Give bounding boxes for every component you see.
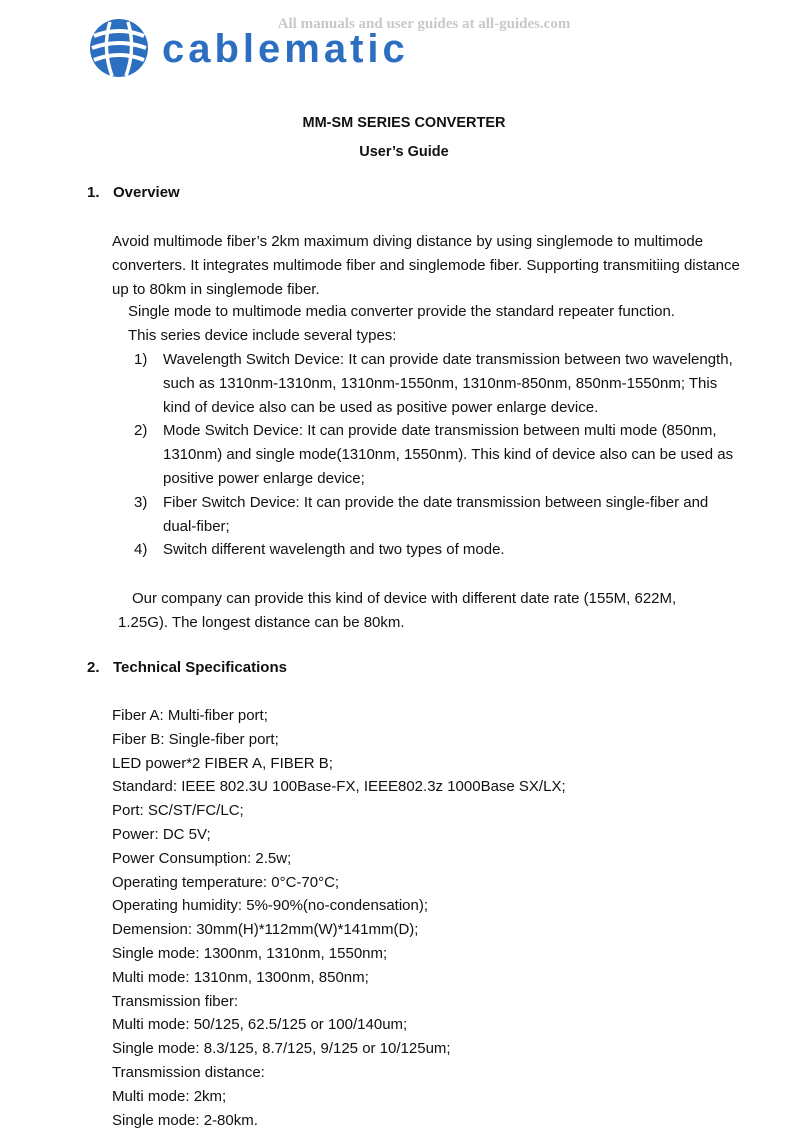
list-marker: 2) <box>134 422 148 440</box>
watermark-text: All manuals and user guides at all-guides.com <box>277 16 571 32</box>
spec-line: Demension: 30mm(H)*112mm(W)*141mm(D); <box>112 921 419 939</box>
spec-line: Standard: IEEE 802.3U 100Base-FX, IEEE802.3z 1000Base SX/LX; <box>112 778 566 796</box>
list-marker: 3) <box>134 493 148 511</box>
spec-line: Power: DC 5V; <box>112 825 211 843</box>
spec-line: Transmission distance: <box>112 1063 265 1081</box>
list-item-text: Switch different wavelength and two types of mode. <box>163 541 505 559</box>
overview-paragraph <box>112 230 742 301</box>
list-item <box>112 491 742 539</box>
list-item <box>112 348 742 419</box>
svg-text:cablematic: cablematic <box>162 27 409 71</box>
section-number: 1. <box>87 184 100 201</box>
spec-line: Single mode: 2-80km. <box>112 1111 258 1129</box>
specifications-list <box>112 704 742 1132</box>
document-title: MM-SM SERIES CONVERTER <box>302 115 506 131</box>
spec-line: Power Consumption: 2.5w; <box>112 849 292 867</box>
section-heading-overview <box>87 183 180 203</box>
spec-line: Multi mode: 50/125, 62.5/125 or 100/140um; <box>112 1016 408 1034</box>
spec-line: Fiber B: Single-fiber port; <box>112 730 279 748</box>
globe-icon <box>90 19 148 77</box>
list-marker: 1) <box>134 351 148 368</box>
device-types-list <box>112 348 742 562</box>
list-item-text: Wavelength Switch Device: It can provide date transmission between two wavelength, such as 1310nm-1310nm, 1310nm-1550nm, 1310nm-850nm, 850nm-1550nm; This kind of device also can be used as positive power enlarge device. <box>163 351 733 416</box>
section-title: Technical Specifications <box>113 659 287 676</box>
section-title: Overview <box>113 184 180 201</box>
section-number: 2. <box>87 659 100 676</box>
overview-rates-text: Our company can provide this kind of device with different date rate (155M, 622M, 1.25G). The longest distance can be 80km. <box>118 590 677 631</box>
spec-line: Operating temperature: 0°C-70°C; <box>112 873 340 891</box>
title-block <box>0 113 808 162</box>
overview-types-intro: This series device include several types: <box>128 326 397 344</box>
spec-line: Single mode: 8.3/125, 8.7/125, 9/125 or 10/125um; <box>112 1040 451 1058</box>
overview-rates-paragraph <box>118 587 718 635</box>
section-heading-specifications <box>87 658 287 678</box>
list-item-text: Fiber Switch Device: It can provide the date transmission between single-fiber and dual-fiber; <box>163 493 709 535</box>
spec-line: Multi mode: 1310nm, 1300nm, 850nm; <box>112 968 369 986</box>
list-marker: 4) <box>134 541 148 559</box>
spec-line: Transmission fiber: <box>112 992 239 1010</box>
spec-line: Single mode: 1300nm, 1310nm, 1550nm; <box>112 944 388 962</box>
list-item-text: Mode Switch Device: It can provide date transmission between multi mode (850nm, 1310nm) and single mode(1310nm, 1550nm). This kind of device also can be used as positive power enlarge device; <box>163 422 734 487</box>
document-subtitle: User’s Guide <box>359 144 449 160</box>
spec-line: Operating humidity: 5%-90%(no-condensation); <box>112 897 429 915</box>
list-item <box>112 538 742 562</box>
overview-intro: Avoid multimode fiber’s 2km maximum diving distance by using singlemode to multimode converters. It integrates multimode fiber and singlemode fiber. Supporting transmitiing distance up to 80km in singlemode fiber. <box>112 233 740 298</box>
overview-paragraph-2 <box>112 300 742 348</box>
list-item <box>112 419 742 490</box>
spec-line: Multi mode: 2km; <box>112 1087 227 1105</box>
spec-line: Port: SC/ST/FC/LC; <box>112 802 244 820</box>
cablematic-logo <box>84 18 484 80</box>
spec-line: Fiber A: Multi-fiber port; <box>112 707 268 724</box>
spec-line: LED power*2 FIBER A, FIBER B; <box>112 754 333 772</box>
overview-repeater-text: Single mode to multimode media converter provide the standard repeater function. <box>128 303 675 320</box>
